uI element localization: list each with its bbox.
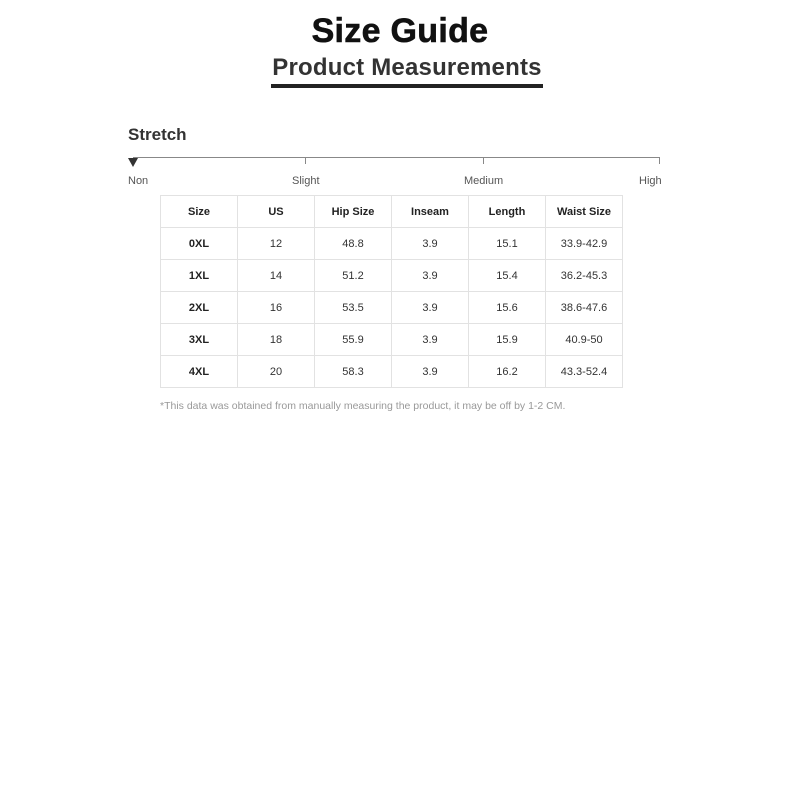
column-header: Inseam — [392, 196, 469, 228]
table-row — [161, 228, 623, 260]
table-cell-size: 3XL — [161, 324, 238, 356]
stretch-level-high: High — [639, 175, 662, 187]
table-cell: 20 — [238, 356, 315, 388]
table-cell: 3.9 — [392, 324, 469, 356]
table-cell: 3.9 — [392, 356, 469, 388]
page-subtitle: Product Measurements — [272, 54, 542, 81]
table-cell: 16 — [238, 292, 315, 324]
table-cell: 40.9-50 — [546, 324, 623, 356]
table-cell: 58.3 — [315, 356, 392, 388]
table-header-row — [161, 196, 623, 228]
subtitle-underline — [271, 84, 543, 88]
table-cell: 53.5 — [315, 292, 392, 324]
table-cell-size: 4XL — [161, 356, 238, 388]
table-cell: 48.8 — [315, 228, 392, 260]
size-table — [160, 195, 623, 388]
stretch-level-medium: Medium — [464, 175, 504, 187]
table-cell: 55.9 — [315, 324, 392, 356]
table-cell: 51.2 — [315, 260, 392, 292]
stretch-level-non: Non — [128, 175, 149, 187]
stretch-marker-icon — [128, 158, 138, 167]
column-header: Hip Size — [315, 196, 392, 228]
table-cell: 36.2-45.3 — [546, 260, 623, 292]
table-cell: 15.6 — [469, 292, 546, 324]
table-cell-size: 0XL — [161, 228, 238, 260]
table-cell: 12 — [238, 228, 315, 260]
table-cell: 15.9 — [469, 324, 546, 356]
stretch-tick-high — [659, 157, 660, 164]
table-cell: 3.9 — [392, 228, 469, 260]
stretch-tick-slight — [305, 157, 306, 164]
table-cell: 33.9-42.9 — [546, 228, 623, 260]
subtitle-block — [271, 54, 543, 88]
column-header: Length — [469, 196, 546, 228]
table-cell: 14 — [238, 260, 315, 292]
column-header: Size — [161, 196, 238, 228]
table-cell: 15.4 — [469, 260, 546, 292]
table-cell: 16.2 — [469, 356, 546, 388]
page-title: Size Guide — [311, 12, 489, 50]
table-cell: 18 — [238, 324, 315, 356]
table-cell: 43.3-52.4 — [546, 356, 623, 388]
column-header: Waist Size — [546, 196, 623, 228]
table-cell: 3.9 — [392, 292, 469, 324]
measurement-note: *This data was obtained from manually measuring the product, it may be off by 1-2 CM. — [160, 400, 566, 412]
stretch-tick-medium — [483, 157, 484, 164]
table-cell: 3.9 — [392, 260, 469, 292]
table-cell: 38.6-47.6 — [546, 292, 623, 324]
table-row — [161, 324, 623, 356]
table-row — [161, 260, 623, 292]
stretch-label: Stretch — [128, 125, 187, 144]
table-cell-size: 2XL — [161, 292, 238, 324]
table-row — [161, 356, 623, 388]
table-cell: 15.1 — [469, 228, 546, 260]
stretch-scale-line — [133, 157, 660, 158]
table-row — [161, 292, 623, 324]
stretch-level-slight: Slight — [292, 175, 320, 187]
table-cell-size: 1XL — [161, 260, 238, 292]
column-header: US — [238, 196, 315, 228]
